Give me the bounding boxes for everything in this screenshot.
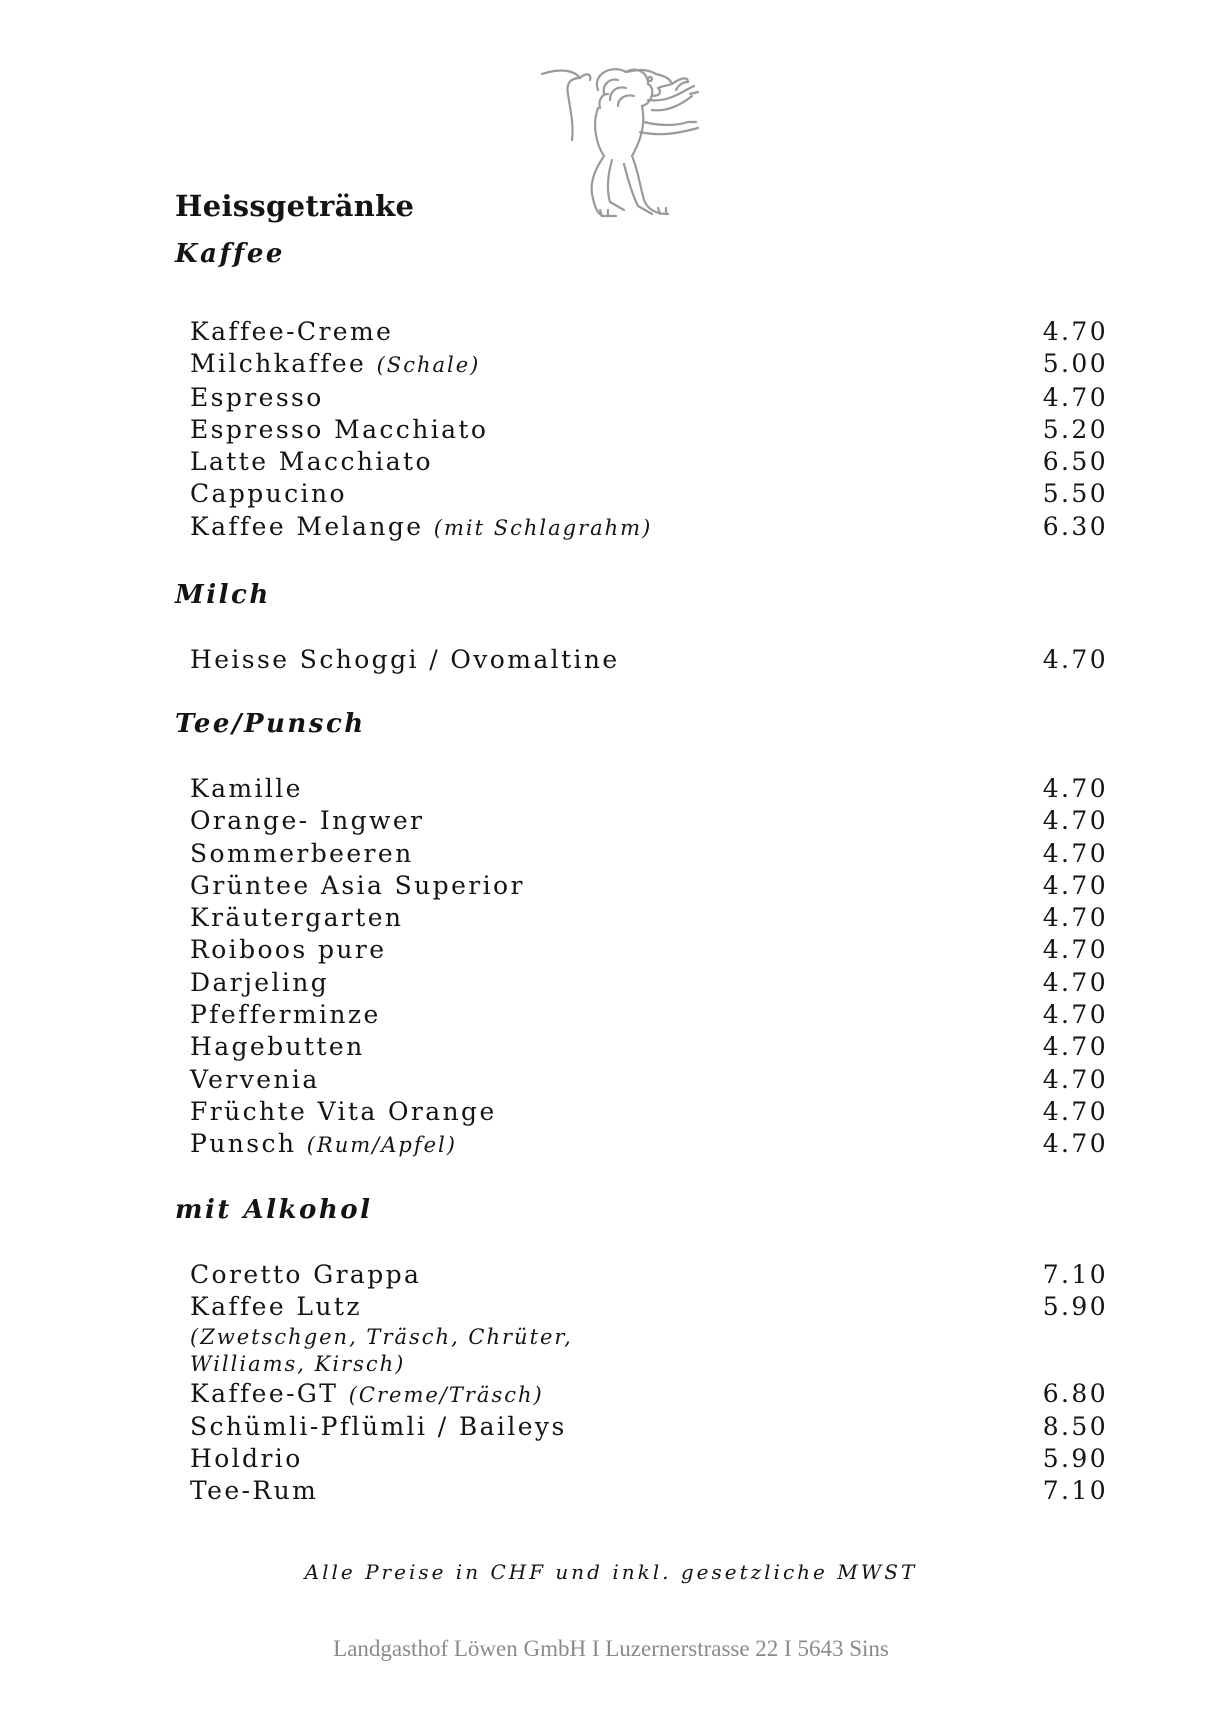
item-name: Kräutergarten	[190, 903, 404, 933]
item-price: 4.70	[1042, 870, 1108, 900]
item-name: Milchkaffee	[190, 349, 367, 379]
item-price: 6.50	[1042, 447, 1108, 477]
item-note: (Schale)	[376, 353, 481, 378]
menu-item	[190, 382, 1108, 414]
item-price: 6.80	[1042, 1378, 1108, 1408]
item-name: Kaffee-GT	[190, 1378, 339, 1408]
item-price: 4.70	[1042, 1096, 1108, 1126]
item-name: Kaffee Lutz	[190, 1292, 362, 1322]
menu-item	[190, 999, 1108, 1031]
menu-item	[190, 1475, 1108, 1507]
section-heading-mit-alkohol: mit Alkohol	[175, 1195, 373, 1225]
menu-item	[190, 1411, 1108, 1443]
item-note: (mit Schlagrahm)	[433, 515, 653, 540]
vat-note: Alle Preise in CHF und inkl. gesetzliche MWST	[304, 1560, 918, 1584]
menu-item	[190, 934, 1108, 966]
item-name: Kamille	[190, 774, 303, 803]
menu-item	[190, 1064, 1108, 1096]
item-price: 4.70	[1042, 806, 1108, 836]
item-name: Coretto Grappa	[190, 1260, 422, 1289]
section-heading-milch: Milch	[175, 580, 271, 610]
item-price: 4.70	[1042, 317, 1108, 346]
item-name: Schümli-Pflümli / Baileys	[190, 1411, 567, 1441]
item-name: Hagebutten	[190, 1032, 365, 1062]
subnote-line: Williams, Kirsch)	[190, 1351, 406, 1376]
item-name: Grüntee Asia Superior	[190, 870, 525, 900]
subnote-line: (Zwetschgen, Träsch, Chrüter,	[190, 1324, 573, 1349]
menu-item	[190, 1031, 1108, 1063]
menu-item	[190, 870, 1108, 902]
item-price: 4.70	[1042, 1064, 1108, 1094]
menu-item	[190, 838, 1108, 870]
item-name: Punsch	[190, 1129, 297, 1159]
item-name: Cappucino	[190, 479, 347, 509]
item-name: Roiboos pure	[190, 935, 387, 965]
menu-item	[190, 1128, 1108, 1161]
item-price: 6.30	[1042, 511, 1108, 541]
item-name: Orange- Ingwer	[190, 806, 425, 836]
menu-item	[190, 414, 1108, 446]
menu-item	[190, 348, 1108, 381]
menu-item	[190, 1443, 1108, 1475]
item-price: 4.70	[1042, 967, 1108, 997]
footer-address: Landgasthof Löwen GmbH I Luzernerstrasse 22 I 5643 Sins	[333, 1636, 889, 1661]
item-price: 5.50	[1042, 479, 1108, 509]
item-price: 5.20	[1042, 414, 1108, 444]
item-name: Pfefferminze	[190, 1000, 381, 1030]
menu-item	[190, 1096, 1108, 1128]
menu-item	[190, 1291, 1108, 1323]
menu-item	[190, 511, 1108, 544]
item-name: Espresso Macchiato	[190, 414, 489, 444]
menu-item	[190, 805, 1108, 837]
item-price: 4.70	[1042, 903, 1108, 933]
item-price: 4.70	[1042, 935, 1108, 965]
menu-item	[190, 316, 1108, 348]
item-price: 7.10	[1042, 1476, 1108, 1506]
item-price: 7.10	[1042, 1260, 1108, 1289]
section-heading-tee-punsch: Tee/Punsch	[175, 709, 366, 739]
menu-item	[190, 1378, 1108, 1411]
menu-item	[190, 478, 1108, 510]
item-name: Holdrio	[190, 1444, 303, 1474]
item-price: 4.70	[1042, 774, 1108, 803]
item-subnote	[190, 1324, 1108, 1378]
item-name: Kaffee-Creme	[190, 317, 394, 346]
menu-list-mit-alkohol	[190, 1259, 1108, 1508]
section-heading-kaffee: Kaffee	[175, 239, 285, 269]
menu-item	[190, 644, 1108, 676]
menu-item	[190, 773, 1108, 805]
item-name: Darjeling	[190, 967, 330, 997]
item-name: Heisse Schoggi / Ovomaltine	[190, 645, 620, 674]
item-name: Kaffee Melange	[190, 511, 424, 541]
item-price: 4.70	[1042, 645, 1108, 674]
item-name: Latte Macchiato	[190, 447, 433, 477]
menu-list-milch	[190, 644, 1108, 676]
item-price: 4.70	[1042, 1129, 1108, 1159]
item-price: 8.50	[1042, 1411, 1108, 1441]
item-price: 4.70	[1042, 1032, 1108, 1062]
lion-logo-icon	[540, 64, 720, 224]
item-note: (Creme/Träsch)	[348, 1382, 544, 1407]
item-price: 5.90	[1042, 1292, 1108, 1322]
item-name: Früchte Vita Orange	[190, 1096, 497, 1126]
page-title: Heissgetränke	[175, 189, 415, 223]
menu-list-tee-punsch	[190, 773, 1108, 1162]
item-price: 5.90	[1042, 1444, 1108, 1474]
menu-item	[190, 902, 1108, 934]
item-name: Tee-Rum	[190, 1476, 319, 1506]
item-name: Sommerbeeren	[190, 838, 414, 868]
item-price: 5.00	[1042, 349, 1108, 379]
menu-item	[190, 967, 1108, 999]
item-price: 4.70	[1042, 1000, 1108, 1030]
item-name: Espresso	[190, 382, 324, 412]
item-name: Vervenia	[190, 1064, 320, 1094]
item-price: 4.70	[1042, 382, 1108, 412]
item-price: 4.70	[1042, 838, 1108, 868]
menu-item	[190, 446, 1108, 478]
item-note: (Rum/Apfel)	[306, 1133, 457, 1158]
menu-list-kaffee	[190, 316, 1108, 544]
menu-item	[190, 1259, 1108, 1291]
